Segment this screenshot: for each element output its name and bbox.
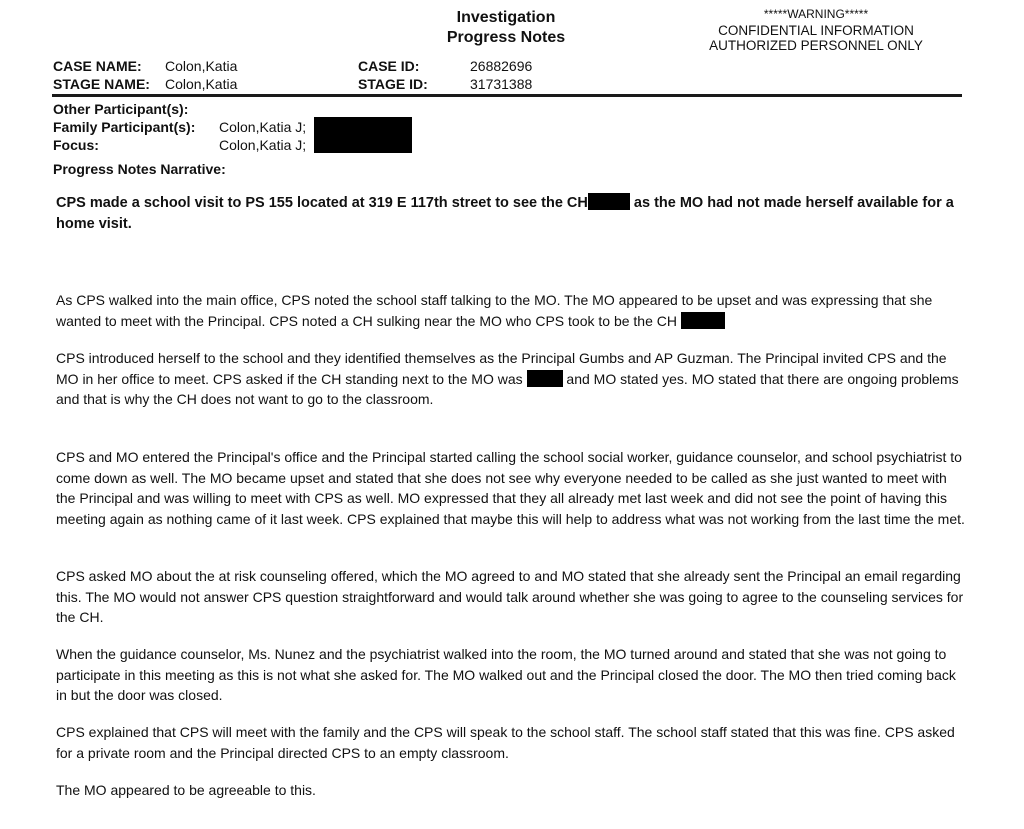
case-id-label: CASE ID:: [358, 58, 420, 74]
case-name-label: CASE NAME:: [53, 58, 142, 74]
warning-line-1: *****WARNING*****: [763, 7, 869, 21]
warning-line-2: CONFIDENTIAL INFORMATION: [718, 22, 914, 38]
redaction-inline: [588, 193, 630, 210]
stage-name-value: Colon,Katia: [165, 76, 238, 92]
stage-name-label: STAGE NAME:: [53, 76, 150, 92]
title-line-1: Investigation: [456, 9, 556, 26]
stage-id-label: STAGE ID:: [358, 76, 428, 92]
confidential-warning: [686, 7, 946, 54]
paragraph-1-text-a: CPS made a school visit to PS 155 located at 319 E 117th street to see the CH: [56, 195, 588, 211]
document-title: [416, 8, 596, 48]
header-divider: [52, 94, 962, 97]
focus-value: Colon,Katia J;: [219, 137, 307, 153]
narrative-paragraph-6: When the guidance counselor, Ms. Nunez and the psychiatrist walked into the room, the MO turned around and stated that she was not going to participate in this meeting as this is not what she asked for. The MO walked out and the Principal closed the door. The MO then tried coming back in but the door was closed.: [56, 646, 956, 703]
redaction-block: [314, 117, 412, 153]
family-participants-label: Family Participant(s):: [53, 119, 196, 135]
paragraph-3-text-a: CPS introduced herself to the school and they identified themselves as the Principal Gumbs and AP Guzman. The Principal invited CPS and the MO in her office to meet. CPS asked if the CH standing next to the MO was: [56, 350, 947, 387]
paragraph-2-text: As CPS walked into the main office, CPS noted the school staff talking to the MO. The MO appeared to be upset and was expressing that she wanted to meet with the Principal. CPS noted a CH sulking near the MO who CPS took to be the CH: [56, 292, 933, 329]
paragraph-1-text-b: as the MO had not made herself available for a home visit.: [56, 195, 954, 232]
case-id-value: 26882696: [470, 58, 533, 74]
redaction-inline: [527, 370, 563, 387]
narrative-paragraph-8: The MO appeared to be agreeable to this.: [56, 782, 316, 798]
narrative-label: Progress Notes Narrative:: [53, 161, 226, 177]
redaction-inline: [681, 312, 725, 329]
narrative-paragraph-2: [56, 290, 966, 331]
narrative-paragraph-4: CPS and MO entered the Principal's office and the Principal started calling the school social worker, guidance counselor, and school psychiatrist to come down as well. The MO became upset and stated that she does not see why everyone needed to be called as she just wanted to meet with the Principal and was willing to meet with CPS as well. MO expressed that they all already met last week and did not see the point of having this meeting again as nothing came of it last week. CPS explained that maybe this will help to address what was not working from the last time the met.: [56, 449, 965, 527]
narrative-paragraph-5: CPS asked MO about the at risk counseling offered, which the MO agreed to and MO stated that she already sent the Principal an email regarding this. The MO would not answer CPS question straightforward and would talk around whether she was going to agree to the counseling services for the CH.: [56, 568, 964, 625]
narrative-paragraph-7: CPS explained that CPS will meet with the family and the CPS will speak to the school staff. The school staff stated that this was fine. CPS asked for a private room and the Principal directed CPS to an empty classroom.: [56, 724, 955, 761]
title-line-2: Progress Notes: [446, 29, 566, 46]
case-name-value: Colon,Katia: [165, 58, 238, 74]
stage-id-value: 31731388: [470, 76, 533, 92]
other-participants-label: Other Participant(s):: [53, 101, 189, 117]
paragraph-3-text-b: and MO stated yes. MO stated that there are ongoing problems and that is why the CH does not want to go to the classroom.: [56, 370, 959, 407]
warning-line-3: AUTHORIZED PERSONNEL ONLY: [709, 38, 923, 53]
focus-label: Focus:: [53, 137, 99, 153]
narrative-paragraph-3: [56, 348, 966, 410]
family-participants-value: Colon,Katia J;: [219, 119, 307, 135]
narrative-paragraph-1: [56, 193, 966, 234]
